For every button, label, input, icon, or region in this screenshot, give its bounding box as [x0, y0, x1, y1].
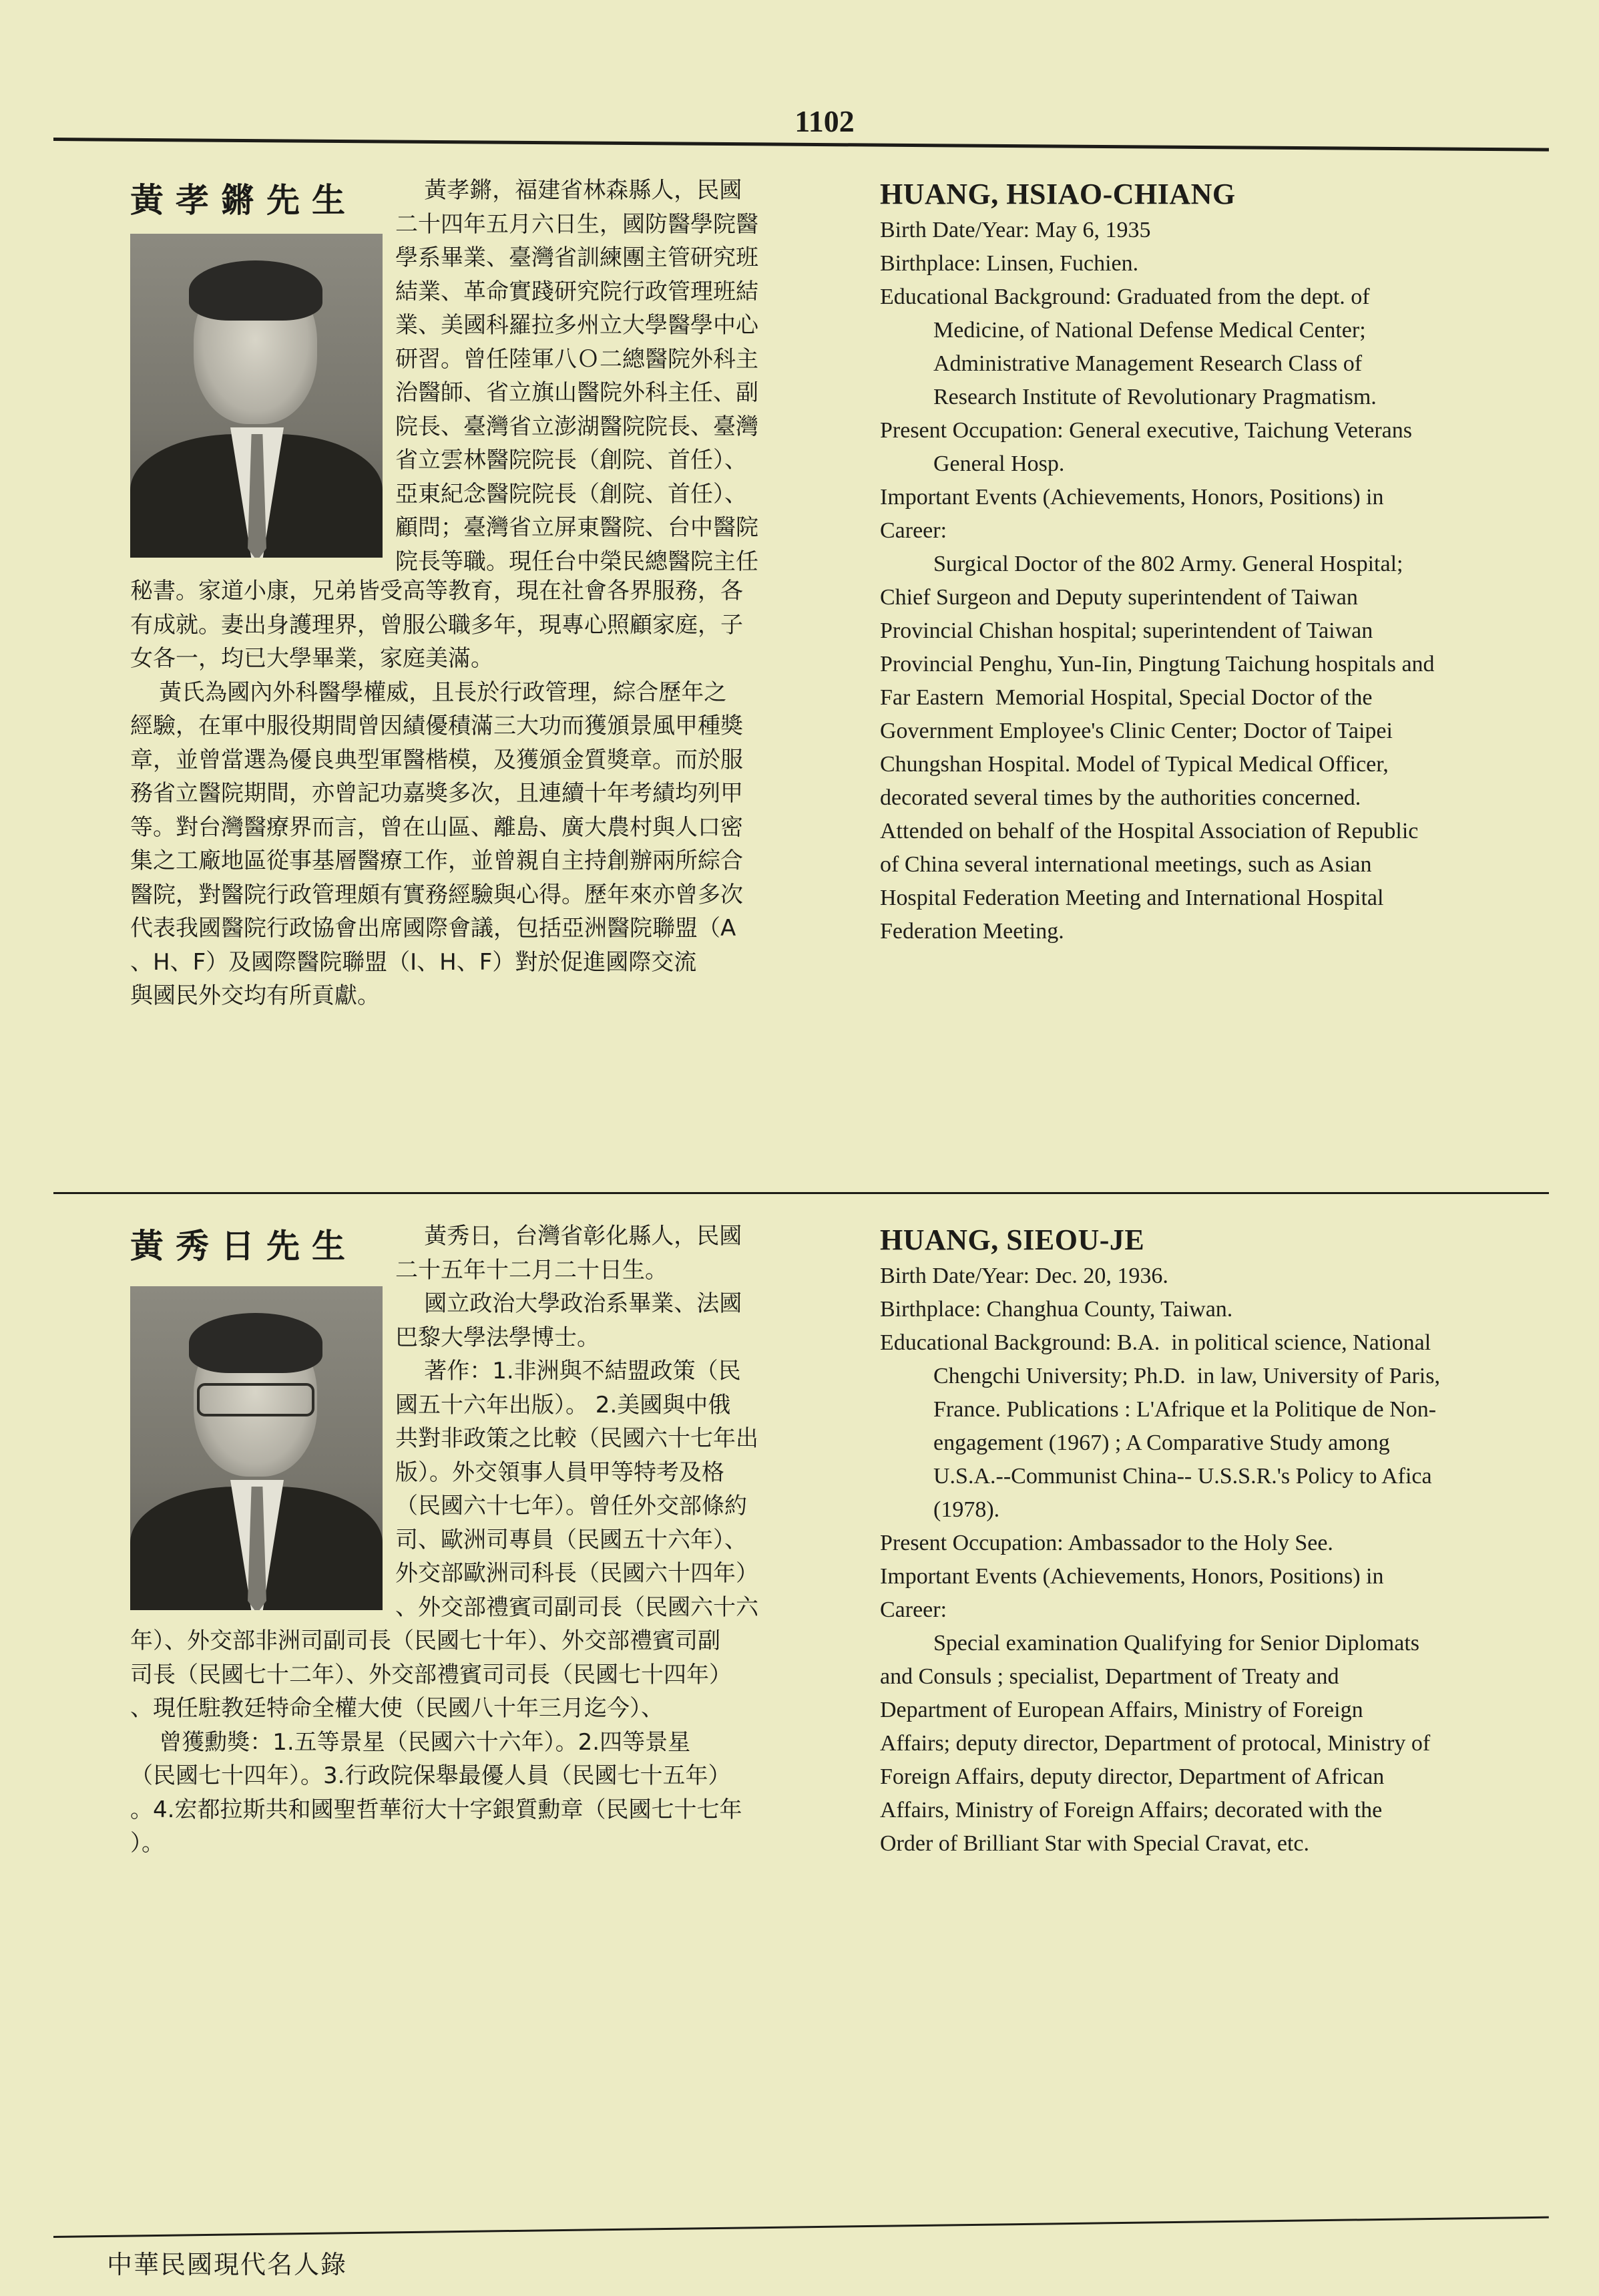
book-title-footer: 中華民國現代名人錄 — [107, 2250, 348, 2279]
chinese-biography-full-width — [130, 1624, 742, 1861]
text-line: 、H、F）及國際醫院聯盟（I、H、F）對於促進國際交流 — [130, 948, 697, 976]
text-line: Provincial Chishan hospital; superintendent of Taiwan — [880, 618, 1373, 643]
text-line: 、現任駐教廷特命全權大使（民國八十年三月迄今）、 — [130, 1695, 664, 1722]
text-line: Chief Surgeon and Deputy superintendent of Taiwan — [880, 585, 1358, 610]
english-name: HUANG, SIEOU-JE — [880, 1223, 1145, 1256]
text-line: ）。 — [130, 1830, 164, 1857]
portrait-photo — [130, 1286, 383, 1610]
text-line: Educational Background: B.A. in political science, National — [880, 1330, 1431, 1355]
text-line: Foreign Affairs, deputy director, Department of African — [880, 1764, 1385, 1789]
text-line: Federation Meeting. — [880, 919, 1064, 944]
text-line: 代表我國醫院行政協會出席國際會議，包括亞洲醫院聯盟（A — [130, 915, 736, 942]
text-line: Birthplace: Linsen, Fuchien. — [880, 251, 1139, 276]
text-line: France. Publications : L'Afrique et la Politique de Non- — [933, 1397, 1437, 1422]
text-line: Educational Background: Graduated from the dept. of — [880, 284, 1370, 309]
text-line: 秘書。家道小康，兄弟皆受高等教育，現在社會各界服務，各 — [130, 578, 743, 604]
text-line: 院長、臺灣省立澎湖醫院院長、臺灣 — [395, 413, 758, 440]
english-name: HUANG, HSIAO-CHIANG — [880, 178, 1236, 210]
text-line: Administrative Management Research Class of — [933, 351, 1363, 376]
text-line: Present Occupation: General executive, Taichung Veterans — [880, 418, 1412, 443]
text-line: 與國民外交均有所貢獻。 — [130, 982, 380, 1009]
text-line: 。4.宏都拉斯共和國聖哲華衍大十字銀質勳章（民國七十七年 — [130, 1796, 742, 1823]
text-line: 務省立醫院期間，亦曾記功嘉獎多次，且連續十年考績均列甲 — [130, 780, 743, 807]
text-line: Attended on behalf of the Hospital Association of Republic — [880, 819, 1419, 843]
text-line: Government Employee's Clinic Center; Doctor of Taipei — [880, 719, 1393, 743]
text-line: (1978). — [933, 1497, 1000, 1522]
text-line: 著作：1.非洲與不結盟政策（民 — [395, 1358, 741, 1384]
english-details — [880, 1260, 1541, 1861]
text-line: 版）。外交領事人員甲等特考及格 — [395, 1459, 724, 1486]
text-line: General Hosp. — [933, 451, 1065, 476]
text-line: Department of European Affairs, Ministry of Foreign — [880, 1698, 1363, 1722]
page-number: 1102 — [794, 104, 855, 138]
text-line: 顧問；臺灣省立屏東醫院、台中醫院 — [395, 514, 758, 541]
text-line: Order of Brilliant Star with Special Cravat, etc. — [880, 1831, 1309, 1856]
text-line: Provincial Penghu, Yun-Iin, Pingtung Taichung hospitals and — [880, 652, 1435, 677]
text-line: Birthplace: Changhua County, Taiwan. — [880, 1297, 1233, 1322]
text-line: Present Occupation: Ambassador to the Holy See. — [880, 1531, 1333, 1555]
text-line: Birth Date/Year: Dec. 20, 1936. — [880, 1264, 1168, 1288]
text-line: and Consuls ; specialist, Department of Treaty and — [880, 1664, 1339, 1689]
text-line: Career: — [880, 518, 947, 543]
biography-entry — [0, 1219, 1599, 2088]
text-line: 國立政治大學政治系畢業、法國 — [395, 1290, 742, 1317]
text-line: 巴黎大學法學博士。 — [395, 1324, 600, 1351]
text-line: 等。對台灣醫療界而言，曾在山區、離島、廣大農村與人口密 — [130, 813, 743, 841]
text-line: 黃秀日，台灣省彰化縣人，民國 — [395, 1223, 742, 1250]
text-line: 學系畢業、臺灣省訓練團主管研究班 — [395, 244, 758, 271]
text-line: 黃孝鏘，福建省林森縣人，民國 — [395, 177, 742, 204]
text-line: 司、歐洲司專員（民國五十六年）、 — [395, 1526, 747, 1553]
text-line: 治醫師、省立旗山醫院外科主任、副 — [395, 379, 758, 406]
text-line: 共對非政策之比較（民國六十七年出 — [395, 1425, 758, 1452]
text-line: Affairs; deputy director, Department of protocal, Ministry of — [880, 1731, 1431, 1756]
english-biography — [880, 1223, 1541, 1861]
text-line: Surgical Doctor of the 802 Army. General Hospital; — [933, 552, 1403, 576]
entry-divider — [53, 1192, 1549, 1194]
text-line: 院長等職。現任台中榮民總醫院主任 — [395, 548, 758, 575]
text-line: Research Institute of Revolutionary Pragmatism. — [933, 385, 1377, 409]
text-line: 結業、革命實踐研究院行政管理班結 — [395, 278, 758, 305]
text-line: Important Events (Achievements, Honors, Positions) in — [880, 485, 1384, 510]
text-line: 經驗，在軍中服役期間曾因績優積滿三大功而獲頒景風甲種獎 — [130, 713, 743, 739]
text-line: of China several international meetings, such as Asian — [880, 852, 1372, 877]
text-line: Affairs, Ministry of Foreign Affairs; decorated with the — [880, 1798, 1383, 1823]
chinese-biography-beside-photo — [395, 1219, 758, 1624]
text-line: Special examination Qualifying for Senior Diplomats — [933, 1631, 1420, 1656]
text-line: U.S.A.--Communist China-- U.S.S.R.'s Policy to Afica — [933, 1464, 1432, 1489]
text-line: 、外交部禮賓司副司長（民國六十六 — [395, 1593, 758, 1621]
chinese-biography-full-width — [130, 574, 743, 1013]
text-line: 國五十六年出版）。 2.美國與中俄 — [395, 1391, 731, 1418]
text-line: 司長（民國七十二年）、外交部禮賓司司長（民國七十四年） — [130, 1661, 732, 1688]
text-line: 年）、外交部非洲司副司長（民國七十年）、外交部禮賓司副 — [130, 1628, 720, 1654]
text-line: Important Events (Achievements, Honors, Positions) in — [880, 1564, 1384, 1589]
chinese-biography-beside-photo — [395, 174, 758, 578]
text-line: engagement (1967) ; A Comparative Study among — [933, 1430, 1390, 1455]
english-details — [880, 214, 1541, 948]
text-line: （民國七十四年）。3.行政院保舉最優人員（民國七十五年） — [130, 1762, 731, 1789]
text-line: 省立雲林醫院院長（創院、首任）、 — [395, 447, 747, 473]
text-line: Far Eastern Memorial Hospital, Special Doctor of the — [880, 685, 1373, 710]
top-rule — [53, 138, 1549, 152]
text-line: （民國六十七年）。曾任外交部條約 — [395, 1493, 747, 1519]
text-line: 研習。曾任陸軍八Ｏ二總醫院外科主 — [395, 345, 758, 373]
biography-entry — [0, 174, 1599, 1028]
chinese-name: 黃秀日先生 — [130, 1227, 357, 1266]
text-line: decorated several times by the authorities concerned. — [880, 785, 1361, 810]
text-line: Hospital Federation Meeting and International Hospital — [880, 886, 1384, 910]
english-biography — [880, 177, 1541, 948]
text-line: 章，並曾當選為優良典型軍醫楷模，及獲頒金質獎章。而於服 — [130, 746, 743, 773]
text-line: Medicine, of National Defense Medical Center; — [933, 318, 1366, 343]
text-line: 外交部歐洲司科長（民國六十四年） — [395, 1560, 758, 1587]
text-line: 業、美國科羅拉多州立大學醫學中心 — [395, 312, 758, 339]
text-line: Chungshan Hospital. Model of Typical Medical Officer, — [880, 752, 1389, 777]
text-line: Chengchi University; Ph.D. in law, University of Paris, — [933, 1364, 1440, 1388]
text-line: 二十四年五月六日生，國防醫學院醫 — [395, 210, 758, 238]
text-line: 亞東紀念醫院院長（創院、首任）、 — [395, 480, 747, 508]
text-line: Birth Date/Year: May 6, 1935 — [880, 218, 1151, 242]
text-line: 黃氏為國內外科醫學權威，且長於行政管理，綜合歷年之 — [130, 679, 727, 706]
portrait-photo — [130, 234, 383, 558]
text-line: 女各一，均已大學畢業，家庭美滿。 — [130, 645, 493, 672]
text-line: Career: — [880, 1597, 947, 1622]
text-line: 集之工廠地區從事基層醫療工作，並曾親自主持創辦兩所綜合 — [130, 847, 743, 874]
text-line: 二十五年十二月二十日生。 — [395, 1256, 668, 1284]
text-line: 有成就。妻出身護理界，曾服公職多年，現專心照顧家庭，子 — [130, 611, 743, 638]
chinese-name: 黃孝鏘先生 — [130, 181, 357, 220]
bottom-rule — [53, 2217, 1549, 2238]
text-line: 醫院，對醫院行政管理頗有實務經驗與心得。歷年來亦曾多次 — [130, 881, 743, 908]
text-line: 曾獲勳獎：1.五等景星（民國六十六年）。2.四等景星 — [130, 1728, 691, 1756]
